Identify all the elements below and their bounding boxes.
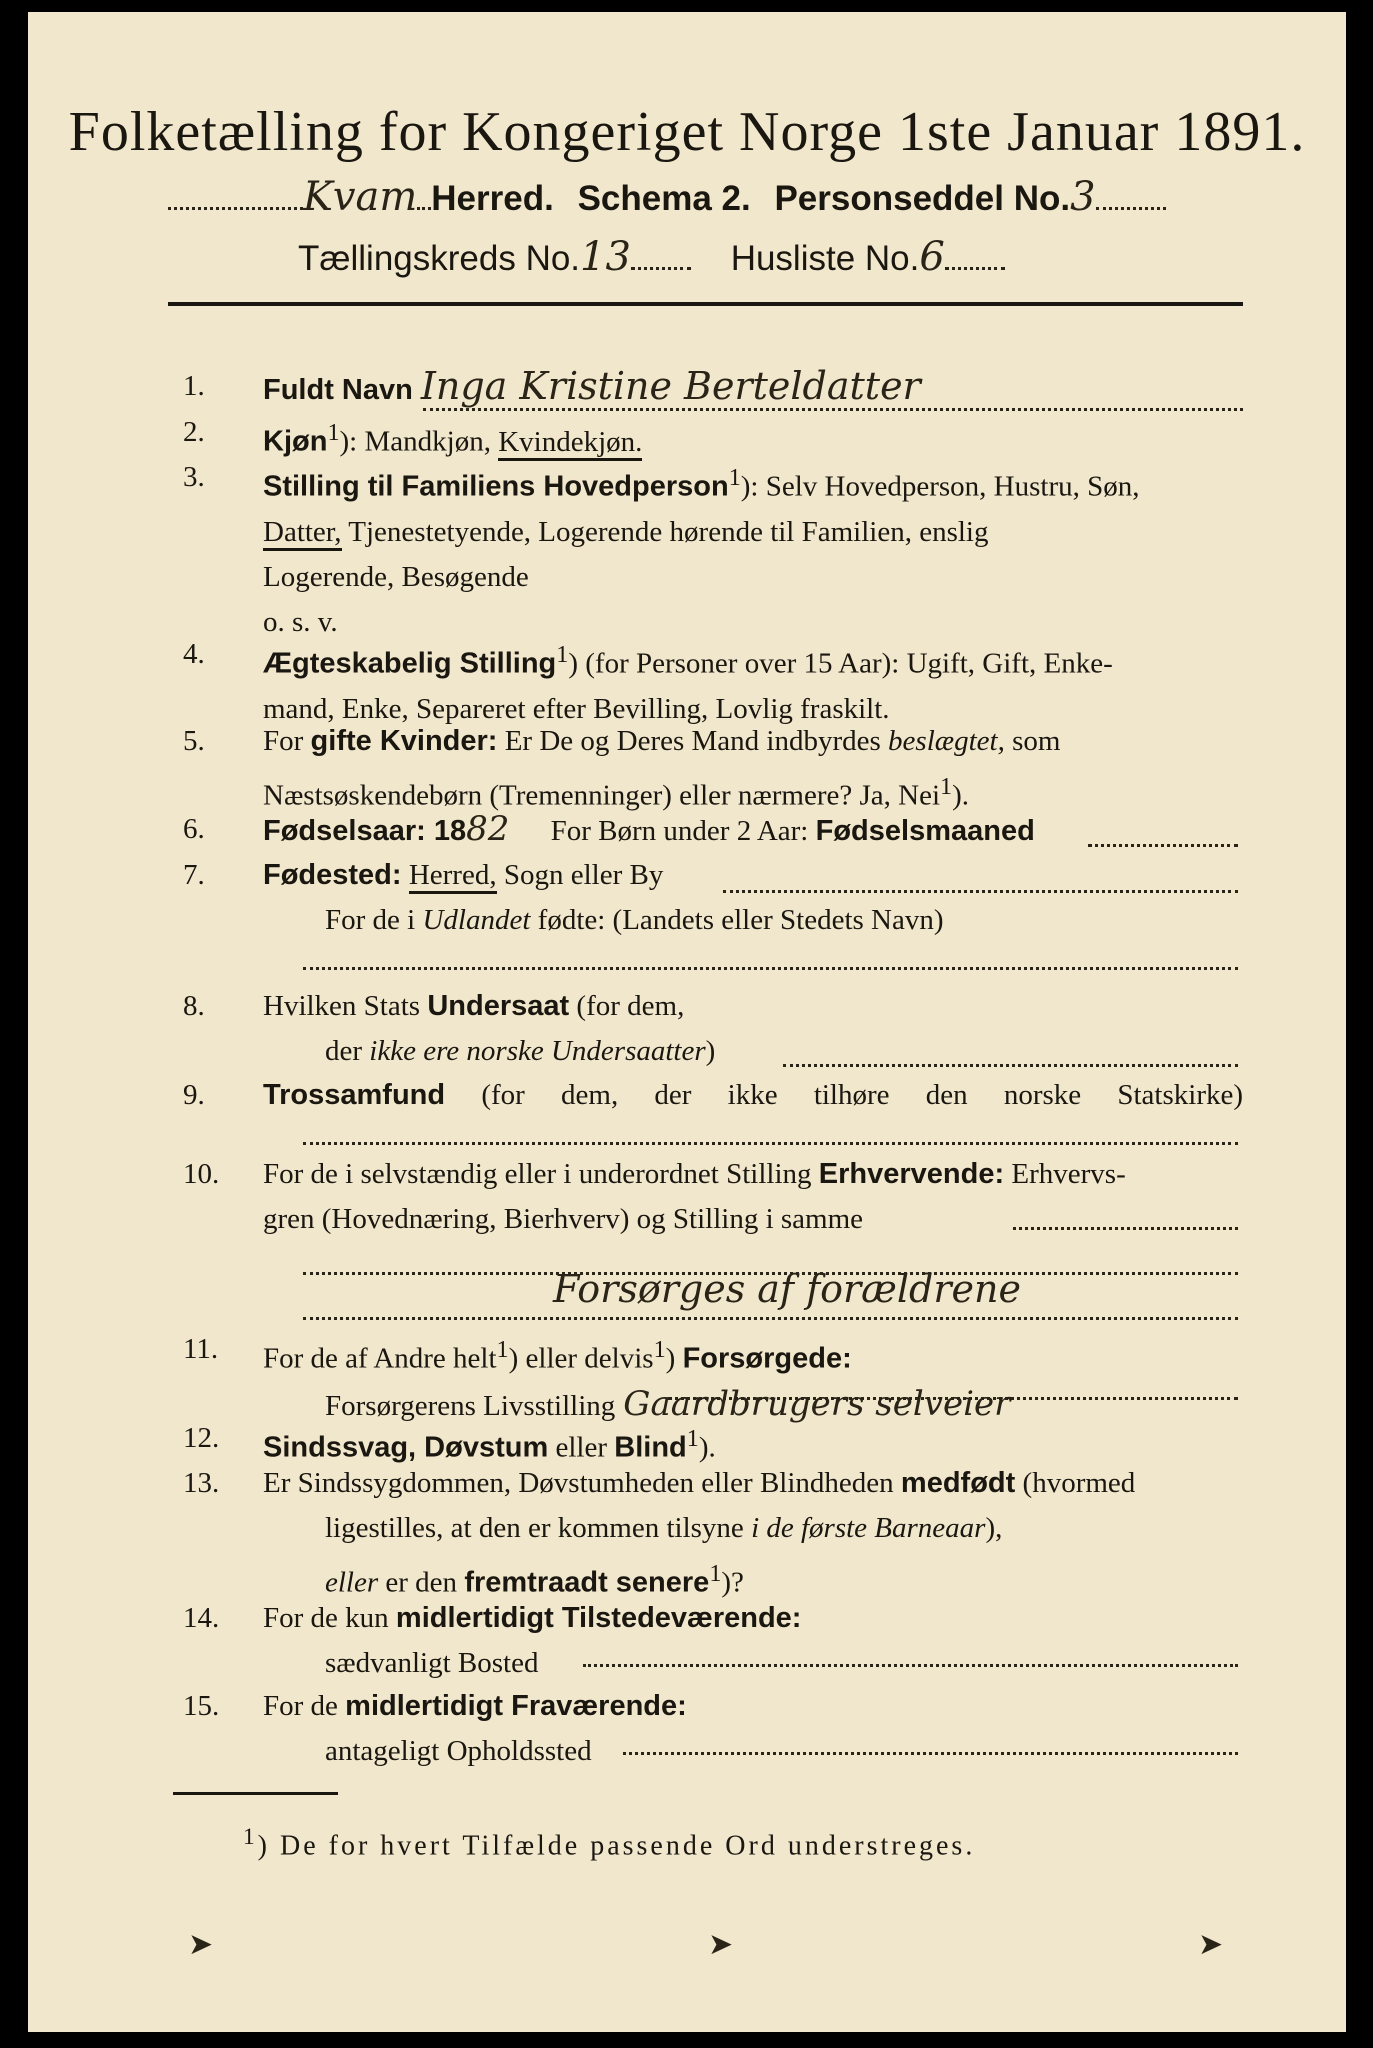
header-line-1 bbox=[168, 174, 1166, 220]
abroad-prefix: For de i bbox=[325, 904, 416, 936]
acquired-label: fremtraadt senere bbox=[464, 1566, 710, 1599]
occupation-question-2: gren (Hovednæring, Bierhverv) og Stilling i samme bbox=[263, 1203, 864, 1235]
pin-mark-left: ➤ bbox=[188, 1928, 214, 1961]
item-number: 1. bbox=[183, 370, 205, 402]
footnote-marker: 1 bbox=[243, 1824, 258, 1850]
family-position-label: Stilling til Familiens Hovedperson bbox=[263, 470, 729, 503]
footnote-ref: 1 bbox=[653, 1336, 666, 1363]
kreds-value: 13 bbox=[580, 234, 631, 280]
personseddel-value: 3 bbox=[1070, 174, 1096, 220]
usual-residence-dots bbox=[583, 1664, 1238, 1667]
herred-lead-dots bbox=[168, 207, 303, 210]
footnote-ref: 1 bbox=[496, 1336, 509, 1363]
congenital-question: Er Sindssygdommen, Døvstumheden eller Blindheden bbox=[263, 1467, 894, 1499]
married-women-question-end: som bbox=[1012, 725, 1061, 757]
congenital-question-end: (hvormed bbox=[1022, 1467, 1136, 1499]
husliste-label: Husliste No. bbox=[730, 239, 920, 278]
congenital-question-2-close: ), bbox=[985, 1512, 1003, 1544]
marital-status-options-2: mand, Enke, Separeret efter Bevilling, Lovlig fraskilt. bbox=[263, 692, 890, 725]
citizenship-question-close: ) bbox=[705, 1035, 716, 1067]
full-name-label: Fuldt Navn bbox=[263, 374, 413, 406]
footnote-text: ) De for hvert Tilfælde passende Ord understreges. bbox=[257, 1830, 976, 1862]
footnote-ref: 1 bbox=[709, 1560, 722, 1587]
birth-month-dots bbox=[1088, 844, 1238, 847]
birthplace-selected: Herred, bbox=[409, 859, 497, 894]
census-form bbox=[28, 12, 1346, 2032]
abroad-label: Udlandet bbox=[422, 904, 531, 936]
disability-or: eller bbox=[555, 1431, 608, 1464]
citizenship-question-2a: der bbox=[325, 1035, 363, 1067]
sex-label: Kjøn bbox=[263, 425, 328, 458]
kreds-dots bbox=[631, 267, 691, 270]
married-women-question-2: Næstsøskendebørn (Tremenninger) eller nærmere? Ja, Nei bbox=[263, 779, 941, 812]
blind-label: Blind bbox=[614, 1431, 687, 1464]
item-number: 8. bbox=[183, 990, 205, 1022]
item-number: 10. bbox=[183, 1158, 220, 1190]
item-number: 6. bbox=[183, 813, 205, 845]
citizenship-label: Undersaat bbox=[427, 990, 570, 1022]
supporter-occupation-value: Gaardbrugers selveier bbox=[623, 1383, 1011, 1424]
probable-residence-dots bbox=[623, 1752, 1238, 1755]
temporary-present-prefix: For de kun bbox=[263, 1602, 389, 1634]
religion-question: (for dem, der ikke tilhøre den norske Statskirke) bbox=[481, 1079, 1244, 1111]
congenital-label: medfødt bbox=[900, 1467, 1016, 1499]
support-close: ) bbox=[665, 1342, 676, 1375]
full-name-value: Inga Kristine Berteldatter bbox=[420, 364, 921, 408]
item-number: 5. bbox=[183, 725, 205, 757]
disability-label: Sindssvag, Døvstum bbox=[263, 1431, 549, 1464]
occupation-dots-1 bbox=[1013, 1227, 1238, 1230]
probable-residence-label: antageligt Opholdssted bbox=[325, 1735, 592, 1767]
citizenship-prefix: Hvilken Stats bbox=[263, 990, 421, 1022]
congenital-or: eller bbox=[325, 1566, 379, 1599]
kreds-label: Tællingskreds No. bbox=[298, 239, 581, 278]
footnote-ref: 1 bbox=[728, 464, 741, 491]
family-position-selected: Datter, bbox=[263, 516, 342, 551]
item-number: 7. bbox=[183, 859, 205, 891]
herred-value: Kvam bbox=[303, 174, 418, 220]
support-prefix: For de af Andre helt bbox=[263, 1342, 497, 1375]
header-line-2 bbox=[298, 234, 1005, 280]
birthplace-options: Sogn eller By bbox=[503, 859, 664, 891]
schema-label: Schema 2. bbox=[577, 179, 751, 218]
item-number: 3. bbox=[183, 461, 205, 493]
form-title: Folketælling for Kongeriget Norge 1ste Januar 1891. bbox=[68, 101, 1306, 163]
sex-selected: Kvindekjøn. bbox=[498, 426, 642, 461]
husliste-dots bbox=[945, 267, 1005, 270]
marital-status-options: ) (for Personer over 15 Aar): Ugift, Gift, Enke- bbox=[568, 647, 1113, 680]
birth-month-question: For Børn under 2 Aar: bbox=[550, 815, 809, 847]
footnote-ref: 1 bbox=[556, 641, 569, 668]
supporter-occupation-dots bbox=[668, 1397, 1238, 1400]
item-number: 11. bbox=[183, 1333, 219, 1365]
marital-status-label: Ægteskabelig Stilling bbox=[263, 647, 557, 680]
pin-mark-center: ➤ bbox=[708, 1928, 734, 1961]
footnote bbox=[243, 1824, 975, 1862]
footnote-rule bbox=[173, 1792, 338, 1795]
occupation-question: Erhvervs- bbox=[1011, 1158, 1126, 1190]
married-women-related: beslægtet, bbox=[888, 725, 1005, 757]
citizenship-question-italic: ikke ere norske Undersaatter bbox=[369, 1035, 706, 1067]
occupation-value: Forsørges af forældrene bbox=[553, 1267, 1021, 1311]
abroad-question: fødte: (Landets eller Stedets Navn) bbox=[537, 904, 944, 936]
supporter-occupation-label: Forsørgerens Livsstilling bbox=[325, 1389, 616, 1422]
married-women-prefix: For bbox=[263, 725, 304, 757]
item-number: 4. bbox=[183, 638, 205, 670]
congenital-question-3: er den bbox=[385, 1566, 458, 1599]
sex-options: ): Mandkjøn, bbox=[339, 425, 491, 458]
husliste-value: 6 bbox=[919, 234, 945, 280]
item-number: 14. bbox=[183, 1602, 220, 1634]
married-women-question: Er De og Deres Mand indbyrdes bbox=[504, 725, 881, 757]
herred-trail-dots bbox=[417, 207, 431, 210]
congenital-childhood: i de første Barneaar bbox=[751, 1512, 986, 1544]
family-position-options: ): Selv Hovedperson, Hustru, Søn, bbox=[740, 470, 1140, 503]
birth-year-value: 82 bbox=[466, 809, 510, 849]
family-position-options-4: o. s. v. bbox=[263, 605, 338, 638]
citizenship-dots bbox=[783, 1064, 1238, 1067]
citizenship-question: (for dem, bbox=[576, 990, 685, 1022]
abroad-dots bbox=[303, 967, 1238, 970]
occupation-dots-3 bbox=[303, 1317, 1238, 1320]
item-number: 12. bbox=[183, 1422, 220, 1454]
congenital-question-2: ligestilles, at den er kommen tilsyne bbox=[325, 1512, 744, 1544]
personseddel-dots bbox=[1096, 207, 1166, 210]
birthplace-dots bbox=[723, 890, 1238, 893]
footnote-ref: 1 bbox=[686, 1425, 699, 1452]
birth-month-label: Fødselsmaaned bbox=[815, 815, 1035, 847]
occupation-label: Erhvervende: bbox=[818, 1158, 1005, 1190]
item-number: 2. bbox=[183, 416, 205, 448]
disability-close: ). bbox=[698, 1431, 716, 1464]
religion-label: Trossamfund bbox=[263, 1079, 446, 1111]
married-women-label: gifte Kvinder: bbox=[310, 725, 498, 757]
religion-dots bbox=[303, 1142, 1238, 1145]
herred-label: Herred. bbox=[431, 179, 554, 218]
item-number: 13. bbox=[183, 1467, 220, 1499]
item-number: 9. bbox=[183, 1079, 205, 1111]
birth-year-label: Fødselsaar: 18 bbox=[263, 815, 467, 847]
pin-mark-right: ➤ bbox=[1198, 1928, 1224, 1961]
birthplace-label: Fødested: bbox=[263, 859, 402, 891]
congenital-question-3-close: )? bbox=[721, 1566, 744, 1599]
usual-residence-label: sædvanligt Bosted bbox=[325, 1647, 539, 1679]
footnote-ref: 1 bbox=[327, 419, 340, 446]
item-number: 15. bbox=[183, 1690, 220, 1722]
occupation-prefix: For de i selvstændig eller i underordnet Stilling bbox=[263, 1158, 812, 1190]
temporary-absent-prefix: For de bbox=[263, 1690, 338, 1722]
married-women-close: ). bbox=[952, 779, 970, 812]
family-position-options-2: Tjenestetyende, Logerende hørende til Familien, enslig bbox=[348, 515, 989, 548]
header-rule bbox=[168, 302, 1243, 306]
temporary-present-label: midlertidigt Tilstedeværende: bbox=[395, 1602, 802, 1634]
support-label: Forsørgede: bbox=[682, 1342, 852, 1375]
support-mid: ) eller delvis bbox=[508, 1342, 654, 1375]
temporary-absent-label: midlertidigt Fraværende: bbox=[345, 1690, 687, 1722]
family-position-options-3: Logerende, Besøgende bbox=[263, 560, 529, 593]
personseddel-label: Personseddel No. bbox=[774, 179, 1071, 218]
footnote-ref: 1 bbox=[940, 773, 953, 800]
